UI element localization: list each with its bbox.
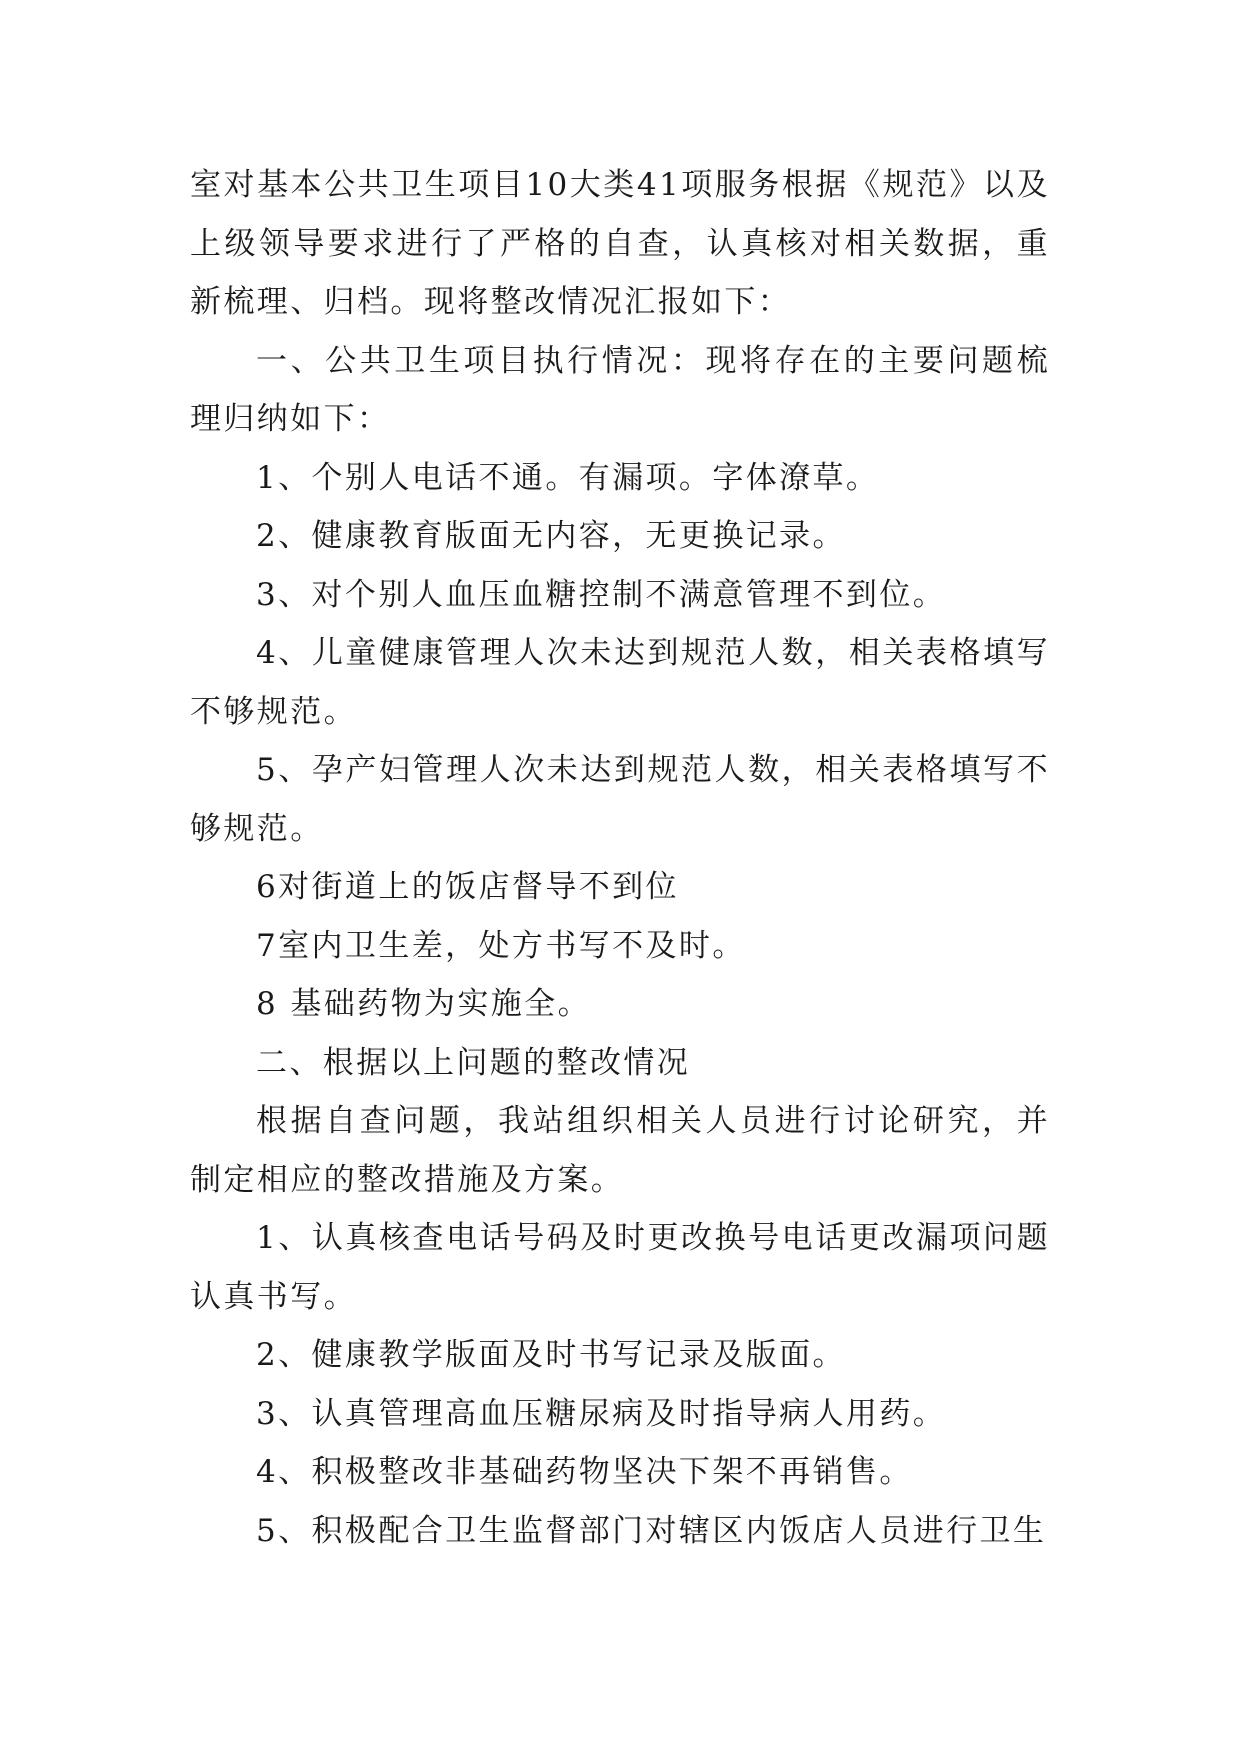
- measure-item-4: 4、积极整改非基础药物坚决下架不再销售。: [256, 1454, 913, 1490]
- issue-item-5: 5、孕产妇管理人次未达到规范人数，相关表格填写不够规范。: [190, 752, 1050, 847]
- measure-item-1: 1、认真核查电话号码及时更改换号电话更改漏项问题认真书写。: [190, 1220, 1050, 1315]
- measure-item-3: 3、认真管理高血压糖尿病及时指导病人用药。: [256, 1395, 947, 1432]
- issue-item-6: 6对街道上的饭店督导不到位: [256, 869, 679, 905]
- paragraph-intro: 室对基本公共卫生项目10大类41项服务根据《规范》以及上级领导要求进行了严格的自查，认真核对相关数据，重新梳理、归档。现将整改情况汇报如下：: [190, 167, 1050, 320]
- document-body: [190, 156, 1050, 1560]
- issue-item-7: 7室内卫生差，处方书写不及时。: [256, 927, 746, 964]
- issue-item-1: 1、个别人电话不通。有漏项。字体潦草。: [256, 459, 880, 496]
- issue-item-3: 3、对个别人血压血糖控制不满意管理不到位。: [256, 576, 947, 613]
- paragraph-rectification-intro: 根据自查问题，我站组织相关人员进行讨论研究，并制定相应的整改措施及方案。: [190, 1103, 1050, 1198]
- issue-item-4: 4、儿童健康管理人次未达到规范人数，相关表格填写不够规范。: [190, 635, 1050, 730]
- issue-item-8: 8 基础药物为实施全。: [256, 986, 591, 1022]
- measure-item-5: 5、积极配合卫生监督部门对辖区内饭店人员进行卫生: [256, 1512, 1047, 1549]
- section-heading-2: 二、根据以上问题的整改情况: [256, 1044, 691, 1081]
- measure-item-2: 2、健康教学版面及时书写记录及版面。: [256, 1337, 846, 1373]
- issue-item-2: 2、健康教育版面无内容，无更换记录。: [256, 518, 846, 554]
- section-heading-1: 一、公共卫生项目执行情况：现将存在的主要问题梳理归纳如下：: [190, 342, 1050, 437]
